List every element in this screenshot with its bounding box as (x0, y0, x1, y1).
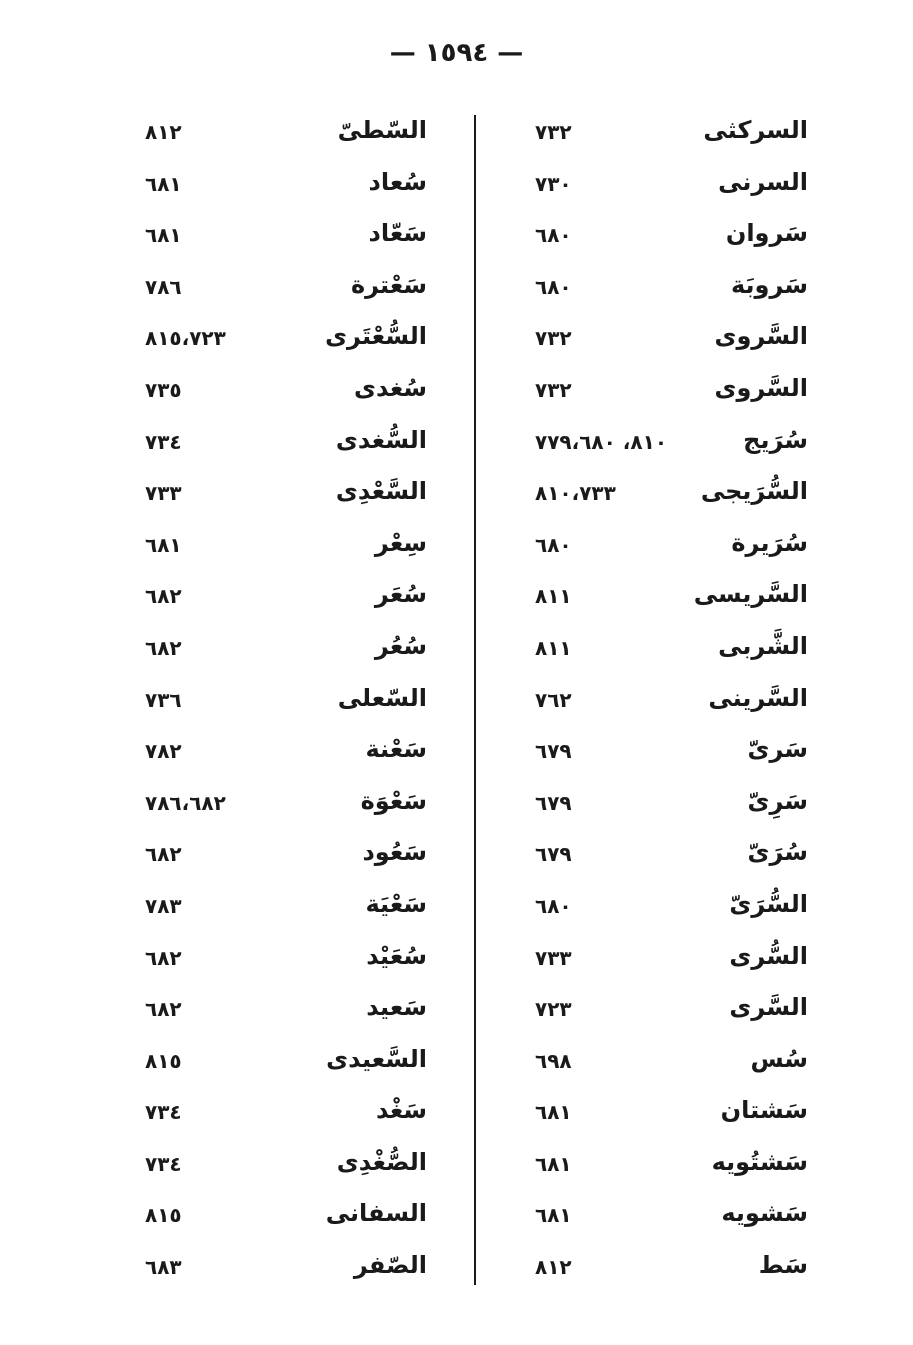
index-entry (490, 422, 910, 474)
entry-name: السُّرى (729, 941, 808, 970)
entry-name: سُرَيرة (731, 528, 808, 557)
entry-name: الصُّغْدِى (336, 1147, 427, 1176)
entry-name: سُرَىّ (747, 838, 808, 867)
entry-name: السَّرى (729, 993, 808, 1022)
column-divider (474, 115, 476, 1285)
entry-name: سَعْترة (350, 270, 427, 299)
entry-page-refs: ٦٧٩ (535, 790, 572, 815)
index-entry (40, 834, 460, 886)
entry-page-refs: ٦٨١ (535, 1203, 572, 1228)
entry-name: سُعاد (368, 167, 427, 196)
entry-page-refs: ٦٧٩ (535, 842, 572, 867)
entry-name: السَّرينى (708, 683, 808, 712)
entry-name: سُغدى (353, 373, 427, 402)
index-entry (490, 215, 910, 267)
index-entry (490, 886, 910, 938)
entry-page-refs: ٧٣٥ (145, 377, 182, 402)
entry-page-refs: ٦٨٠ (535, 274, 572, 299)
entry-page-refs: ٧٣٤ (145, 1151, 182, 1176)
entry-page-refs: ٦٨١ (535, 1151, 572, 1176)
index-entry (490, 318, 910, 370)
entry-name: سَعْنة (365, 735, 427, 764)
index-entry (40, 989, 460, 1041)
index-entry (40, 886, 460, 938)
index-entry (490, 628, 910, 680)
entry-page-refs: ٦٨٢ (145, 842, 182, 867)
entry-page-refs: ٧٨٢ (145, 739, 182, 764)
index-entry (490, 989, 910, 1041)
index-entry (40, 680, 460, 732)
entry-name: السّعلى (337, 683, 427, 712)
entry-page-refs: ٧٣٣ (145, 481, 182, 506)
entry-name: سَعُود (362, 838, 427, 867)
entry-page-refs: ٦٨١ (145, 171, 182, 196)
index-entry (490, 267, 910, 319)
index-entry (40, 422, 460, 474)
entry-page-refs: ٦٨١ (145, 223, 182, 248)
index-entry (40, 267, 460, 319)
entry-name: سَعّاد (368, 219, 427, 248)
index-entry (490, 1092, 910, 1144)
entry-name: سَشويه (721, 1199, 808, 1228)
entry-name: السُّرَىّ (729, 889, 808, 918)
entry-name: سَعيد (366, 993, 427, 1022)
entry-page-refs: ٧٣٢ (535, 326, 572, 351)
entry-page-refs: ٦٧٩ (535, 739, 572, 764)
index-entry (490, 938, 910, 990)
entry-page-refs: ٨١٠، ٧٧٩،٦٨٠ (535, 429, 668, 454)
entry-name: سَعْيَة (365, 889, 427, 918)
index-entry (490, 112, 910, 164)
entry-name: سُس (750, 1044, 808, 1073)
entry-page-refs: ٦٨٠ (535, 223, 572, 248)
entry-page-refs: ٨١٥،٧٢٣ (145, 326, 226, 351)
index-entry (490, 1144, 910, 1196)
entry-name: السُّغدى (335, 425, 427, 454)
entry-name: سَشتان (720, 1096, 808, 1125)
entry-name: سُعَيْد (366, 941, 427, 970)
entry-page-refs: ٦٨٠ (535, 532, 572, 557)
entry-page-refs: ٨١٠،٧٣٣ (535, 481, 616, 506)
index-entry (490, 834, 910, 886)
entry-name: سَعْوَة (360, 786, 427, 815)
index-entry (40, 783, 460, 835)
entry-page-refs: ٦٨٠ (535, 893, 572, 918)
entry-page-refs: ٦٨٢ (145, 945, 182, 970)
entry-page-refs: ٧٣٠ (535, 171, 572, 196)
entry-page-refs: ٦٨١ (145, 532, 182, 557)
entry-name: السُّرَيجى (700, 477, 808, 506)
index-entry (490, 680, 910, 732)
entry-name: سَرىّ (747, 735, 808, 764)
entry-page-refs: ٦٨٢ (145, 584, 182, 609)
entry-page-refs: ٧٣٤ (145, 1100, 182, 1125)
index-entry (490, 1247, 910, 1299)
entry-page-refs: ٧٢٣ (535, 997, 572, 1022)
entry-page-refs: ٦٨٢ (145, 997, 182, 1022)
entry-name: سَرِىّ (747, 786, 808, 815)
entry-name: السَّعْدِى (335, 477, 427, 506)
entry-page-refs: ٨١١ (535, 635, 572, 660)
entry-page-refs: ٨١٢ (535, 1255, 572, 1280)
index-entry (40, 473, 460, 525)
entry-name: السَّريسى (693, 580, 808, 609)
index-entry (490, 1195, 910, 1247)
entry-page-refs: ٧٣٤ (145, 429, 182, 454)
entry-name: سَروان (725, 219, 808, 248)
entry-page-refs: ٦٩٨ (535, 1048, 572, 1073)
index-entry (490, 370, 910, 422)
entry-page-refs: ٦٨٢ (145, 635, 182, 660)
entry-page-refs: ٦٨١ (535, 1100, 572, 1125)
entry-name: السُّعْتَرى (325, 322, 427, 351)
index-entry (40, 215, 460, 267)
entry-name: الصّفر (353, 1251, 427, 1280)
index-entry (40, 112, 460, 164)
index-entry (490, 576, 910, 628)
entry-name: السّطىّ (337, 116, 427, 144)
entry-page-refs: ٧٦٢ (535, 687, 572, 712)
entry-name: سَط (758, 1251, 808, 1280)
left-index-column (40, 112, 460, 1299)
index-entry (490, 164, 910, 216)
index-entry (490, 525, 910, 577)
index-entry (40, 731, 460, 783)
entry-name: سَروبَة (730, 270, 808, 299)
entry-page-refs: ٨١٥ (145, 1203, 182, 1228)
entry-page-refs: ٨١٥ (145, 1048, 182, 1073)
entry-name: السركثى (703, 116, 808, 144)
index-entry (490, 1041, 910, 1093)
index-entry (490, 731, 910, 783)
index-entry (40, 1144, 460, 1196)
entry-name: الشَّربى (718, 631, 808, 660)
entry-page-refs: ٧٣٢ (535, 377, 572, 402)
entry-page-refs: ٨١١ (535, 584, 572, 609)
entry-name: سُعَر (374, 580, 427, 609)
index-entry (40, 525, 460, 577)
entry-name: سَشتُويه (711, 1147, 808, 1176)
entry-name: سُعُر (374, 631, 427, 660)
entry-page-refs: ٧٨٦ (145, 274, 182, 299)
index-entry (40, 938, 460, 990)
entry-name: السَّروى (714, 322, 808, 351)
index-entry (40, 628, 460, 680)
entry-page-refs: ٧٣٣ (535, 945, 572, 970)
index-entry (40, 1092, 460, 1144)
index-entry (40, 370, 460, 422)
entry-name: السفانى (325, 1199, 427, 1228)
index-entry (40, 1195, 460, 1247)
index-entry (40, 576, 460, 628)
entry-name: سُرَيج (743, 425, 808, 454)
entry-name: سِعْر (374, 528, 427, 557)
page-number: — ١٥٩٤ — (389, 38, 524, 68)
index-entry (40, 318, 460, 370)
index-entry (40, 164, 460, 216)
entry-page-refs: ٧٨٣ (145, 893, 182, 918)
entry-page-refs: ٧٨٦،٦٨٢ (145, 790, 226, 815)
entry-page-refs: ٨١٢ (145, 120, 182, 144)
entry-page-refs: ٦٨٣ (145, 1255, 182, 1280)
right-index-column (490, 112, 910, 1299)
index-entry (40, 1041, 460, 1093)
index-entry (490, 783, 910, 835)
entry-name: سَغْد (375, 1096, 427, 1125)
entry-page-refs: ٧٣٦ (145, 687, 182, 712)
index-entry (490, 473, 910, 525)
entry-name: السَّعيدى (326, 1044, 427, 1073)
index-entry (40, 1247, 460, 1299)
entry-name: السرنى (718, 167, 808, 196)
entry-name: السَّروى (714, 373, 808, 402)
entry-page-refs: ٧٣٢ (535, 120, 572, 144)
